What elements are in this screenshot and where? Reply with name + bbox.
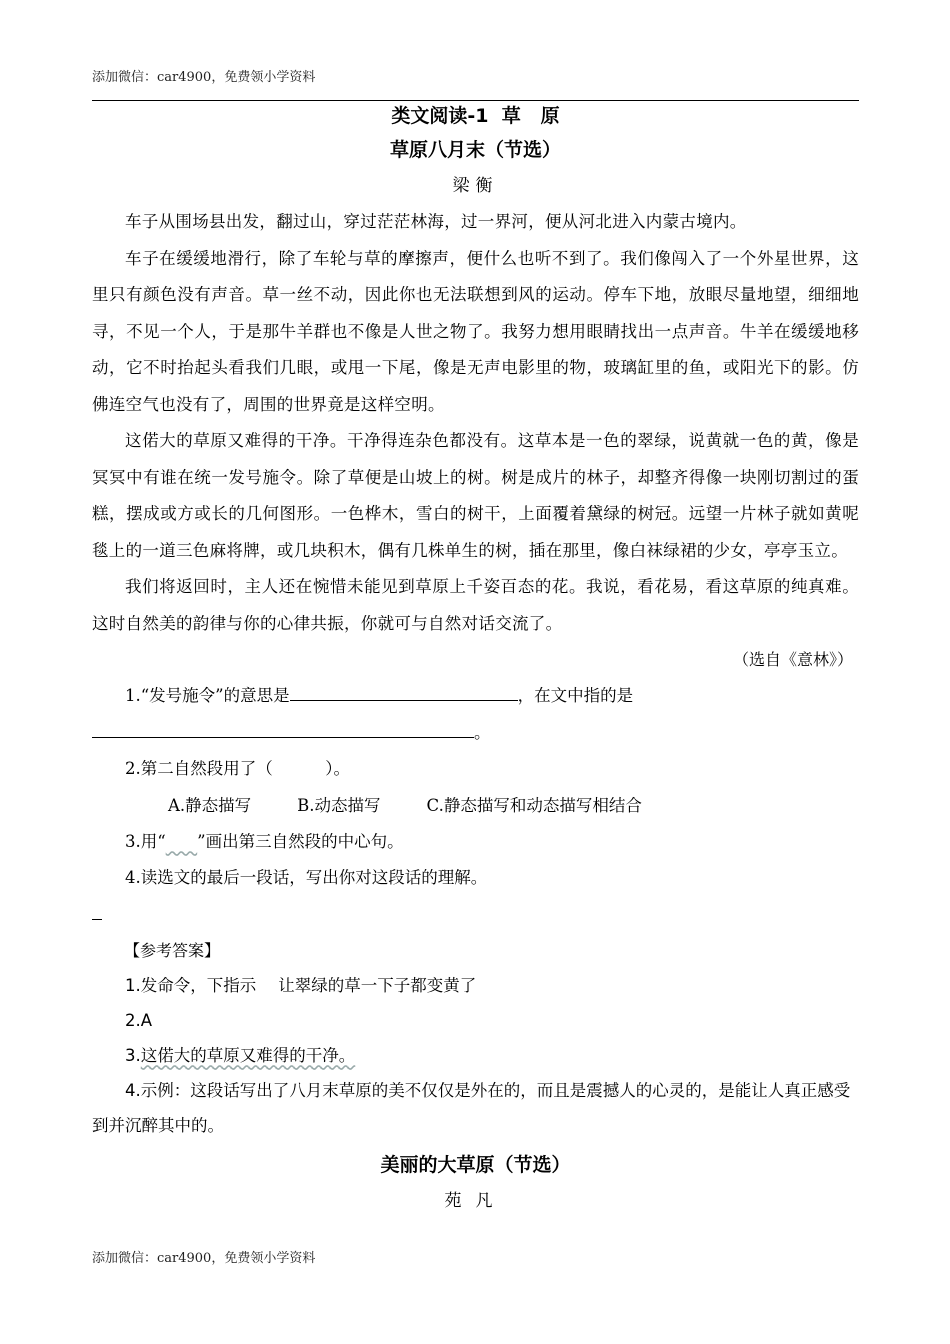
question-4: 4.读选文的最后一段话，写出你对这段话的理解。	[125, 868, 488, 887]
question-3-suffix: ”画出第三自然段的中心句。	[197, 831, 404, 851]
article1-title: 草原八月末（节选）	[389, 139, 561, 161]
question-3-prefix: 3.用“	[125, 831, 166, 851]
question-1-prefix: 1.“发号施令”的意思是	[125, 686, 290, 705]
article1-source: （选自《意林》）	[732, 650, 853, 669]
document-body	[92, 102, 859, 1219]
answer-3-text: 这偌大的草原又难得的干净。	[140, 1045, 356, 1065]
answers-heading: 【参考答案】	[124, 940, 221, 960]
answer-4: 4.示例：这段话写出了八月末草原的美不仅仅是外在的，而且是震撼人的心灵的，是能让人真正感受到并沉醉其中的。	[92, 1080, 851, 1135]
question-1	[92, 678, 859, 715]
answer-blank-1a[interactable]	[290, 682, 518, 701]
answer-1-part-1: 1.发命令，下指示	[125, 975, 257, 995]
article1-paragraph-1: 车子从围场县出发，翻过山，穿过茫茫林海，过一界河，便从河北进入内蒙古境内。	[125, 212, 747, 231]
header-note: 添加微信：car4900，免费领小学资料	[92, 70, 316, 85]
answer-line-4[interactable]	[92, 897, 859, 933]
option-b[interactable]: B.动态描写	[297, 795, 381, 815]
wavy-underline-mark	[166, 832, 197, 851]
question-1-line-2	[92, 715, 859, 752]
answer-2: 2.A	[125, 1010, 153, 1030]
answer-3-prefix: 3.	[125, 1045, 141, 1065]
article2-author: 苑凡	[444, 1190, 507, 1211]
main-title: 类文阅读-1 草 原	[391, 105, 560, 127]
option-a[interactable]: A.静态描写	[168, 795, 252, 815]
footer-note: 添加微信：car4900，免费领小学资料	[92, 1251, 316, 1266]
article1-paragraph-4: 我们将返回时，主人还在惋惜未能见到草原上千姿百态的花。我说，看花易，看这草原的纯真难。这时自然美的韵律与你的心律共振，你就可与自然对话交流了。	[92, 577, 859, 633]
article1-paragraph-3: 这偌大的草原又难得的干净。干净得连杂色都没有。这草本是一色的翠绿，说黄就一色的黄，像是冥冥中有谁在统一发号施令。除了草便是山坡上的树。树是成片的林子，却整齐得像一块刚切割过的蛋糕，摆成或方或长的几何图形。一色桦木，雪白的树干，上面覆着黛绿的树冠。远望一片林子就如黄呢毯上的一道三色麻将牌，或几块积木，偶有几株单生的树，插在那里，像白袜绿裙的少女，亭亭玉立。	[92, 431, 859, 560]
question-1-end: 。	[474, 722, 491, 742]
article2-title: 美丽的大草原（节选）	[380, 1153, 571, 1176]
answer-1	[92, 968, 859, 1003]
header-divider	[92, 100, 859, 101]
answer-blank-1b[interactable]	[92, 719, 474, 738]
option-c[interactable]: C.静态描写和动态描写相结合	[426, 795, 642, 815]
question-3	[92, 824, 859, 861]
question-1-middle: ，在文中指的是	[517, 686, 634, 705]
article1-author: 梁衡	[452, 176, 499, 196]
question-2-options	[92, 788, 859, 824]
question-2: 2.第二自然段用了（ ）。	[125, 759, 350, 778]
answer-3	[92, 1038, 859, 1073]
article1-paragraph-2: 车子在缓缓地滑行，除了车轮与草的摩擦声，便什么也听不到了。我们像闯入了一个外星世界，这里只有颜色没有声音。草一丝不动，因此你也无法联想到风的运动。停车下地，放眼尽量地望，细细地寻，不见一个人，于是那牛羊群也不像是人世之物了。我努力想用眼睛找出一点声音。牛羊在缓缓地移动，它不时抬起头看我们几眼，或甩一下尾，像是无声电影里的物，玻璃缸里的鱼，或阳光下的影。仿佛连空气也没有了，周围的世界竟是这样空明。	[92, 248, 859, 414]
answer-1-part-2: 让翠绿的草一下子都变黄了	[278, 975, 477, 995]
